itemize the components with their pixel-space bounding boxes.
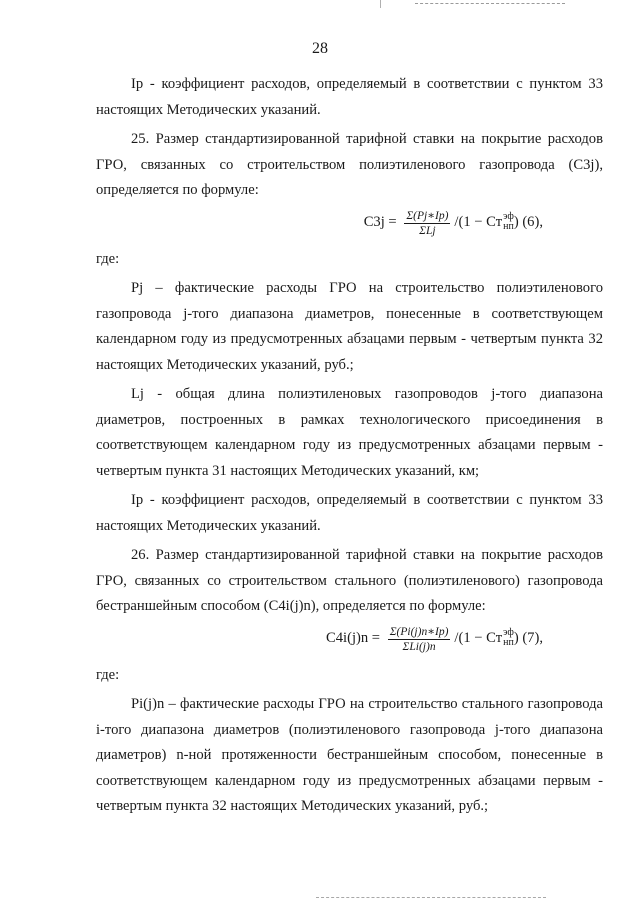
formula-7-numerator: Σ(Pi(j)n∗Ip) (389, 625, 449, 638)
scan-dashed-line-top (415, 3, 565, 5)
paragraph-pijn-definition: Pi(j)n – фактические расходы ГРО на строительство стального газопровода i-того диапазона диаметров (полиэтиленового газопровода j-того диапазона диаметров) n-ной протяженности бестраншейным способом, понесенные в соответствующем календарном году из предусмотренных абзацами первым - четвертым пункта 32 настоящих Методических указаний, руб.; (96, 696, 603, 814)
formula-7-supsub (503, 628, 514, 648)
formula-7 (96, 624, 603, 653)
formula-7-sub: нп (503, 637, 514, 648)
paragraph-25: 25. Размер стандартизированной тарифной ставки на покрытие расходов ГРО, связанных со строительством полиэтиленового газопровода (С3j), определяется по формуле: (96, 131, 603, 198)
where-label-2: где: (96, 666, 120, 683)
formula-6-supsub (503, 212, 514, 232)
paragraph-26: 26. Размер стандартизированной тарифной ставки на покрытие расходов ГРО, связанных со строительством стального (полиэтиленового) газопровода бестраншейным способом (С4i(j)n), определяется по формуле: (96, 547, 603, 614)
formula-6-tail: /(1 − Ст (454, 213, 503, 230)
formula-6 (96, 208, 603, 237)
formula-6-sup: эф (503, 211, 514, 222)
scan-mark-top (380, 0, 381, 8)
page-number: 28 (312, 40, 328, 57)
formula-7-tail: /(1 − Ст (454, 629, 503, 646)
scan-dashed-line-bottom (316, 897, 546, 899)
paragraph-pj-definition: Pj – фактические расходы ГРО на строительство полиэтиленового газопровода j-того диапазона диаметров, понесенные в соответствующем календарном году из предусмотренных абзацами первым - четвертым пункта 32 настоящих Методических указаний, руб.; (96, 280, 603, 373)
paragraph-lj-definition: Lj - общая длина полиэтиленовых газопроводов j-того диапазона диаметров, построенных в рамках технологического присоединения в соответствующем календарном году из предусмотренных абзацами первым - четвертым пункта 31 настоящих Методических указаний, км; (96, 386, 603, 479)
formula-6-sub: нп (503, 221, 514, 232)
document-body (96, 72, 603, 824)
formula-6-denominator: ΣLj (419, 224, 436, 237)
formula-7-denominator: ΣLi(j)n (402, 640, 436, 653)
formula-6-numerator: Σ(Pj∗Ip) (406, 209, 449, 222)
paragraph-ip-definition-1: Iр - коэффициент расходов, определяемый в соответствии с пунктом 33 настоящих Методических указаний. (96, 76, 603, 118)
formula-7-fraction (388, 624, 451, 653)
paragraph-ip-definition-2: Iр - коэффициент расходов, определяемый в соответствии с пунктом 33 настоящих Методических указаний. (96, 492, 603, 534)
formula-6-lhs: С3j = (363, 213, 397, 230)
formula-6-end: ) (6), (513, 213, 543, 230)
formula-6-fraction (404, 208, 450, 237)
formula-7-sup: эф (503, 627, 514, 638)
formula-7-lhs: С4i(j)n = (326, 629, 381, 646)
where-label-1: где: (96, 250, 120, 267)
formula-7-end: ) (7), (513, 629, 543, 646)
